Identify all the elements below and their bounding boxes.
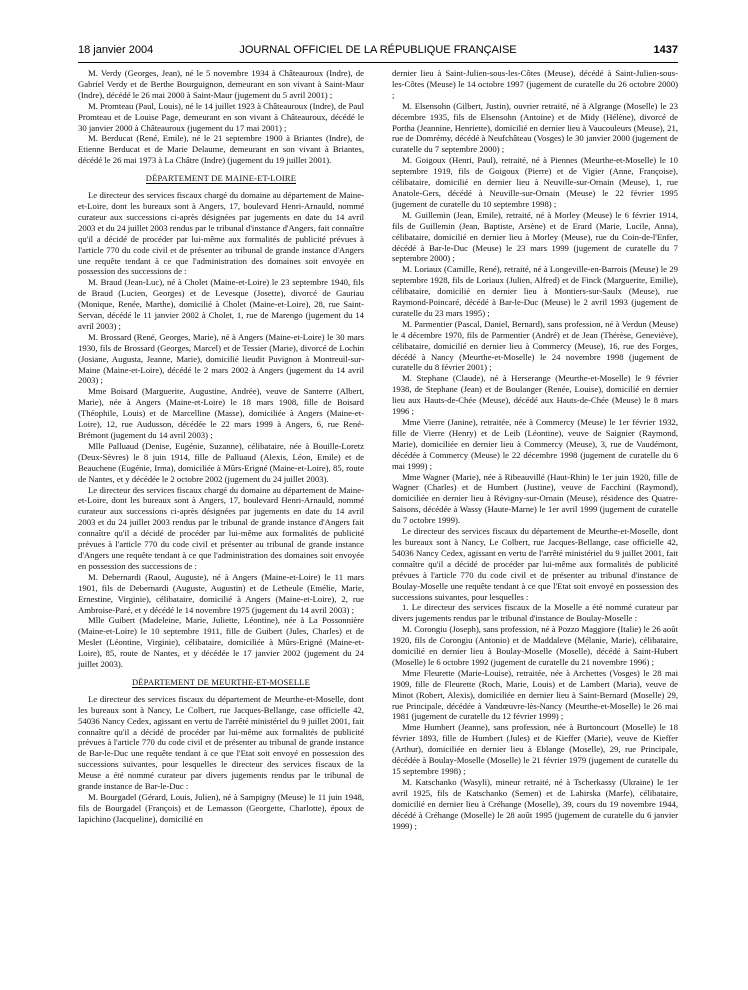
paragraph: M. Brossard (René, Georges, Marie), né à Angers (Maine-et-Loire) le 30 mars 1930, fils de Brossard (Georges, Marcel) et de Tessier (Marie), divorcé de Lochin (Josiane, Augusta, Jeanne, Marie), domicilié lieudit Puvignon à Montreuil-sur-Maine (Maine-et-Loire), décédé le 2 mars 2002 à Angers (jugement du 14 avril 2003) ; bbox=[78, 331, 364, 386]
paragraph: M. Loriaux (Camille, René), retraité, né à Longeville-en-Barrois (Meuse) le 29 septembre 1928, fils de Loriaux (Julien, Alfred) et de Finck (Marguerite, Emilie), célibataire, domicilié en dernier lieu à Montiers-sur-Saulx (Meuse), rue Raymond-Poincaré, décédé à Bar-le-Duc (Meuse) le 2 avril 1993 (jugement de curatelle du 23 mars 1995) ; bbox=[392, 264, 678, 318]
section-heading bbox=[78, 173, 364, 184]
page-header bbox=[78, 44, 678, 60]
section-heading-text: DÉPARTEMENT DE MAINE-ET-LOIRE bbox=[145, 173, 297, 184]
header-rule bbox=[78, 62, 678, 63]
paragraph: Le directeur des services fiscaux chargé du domaine au département de Maine-et-Loire, dont les bureaux sont à Angers, 17, boulevard Henri-Arnauld, nommé curateur aux successions ci-après désignées par jugements en date du 14 avril 2003 et du 24 juillet 2003 rendus par le tribunal d'instance d'Angers, fait connaître qu'il a décidé de procéder par lui-même aux formalités de publicité prévues à l'article 770 du code civil et de présenter au tribunal de grande instance d'Angers une requête tendant à ce que l'administration des domaines soit envoyée en possession des successions de : bbox=[78, 190, 364, 277]
paragraph: Le directeur des services fiscaux du département de Meurthe-et-Moselle, dont les bureaux sont à Nancy, Le Colbert, rue Jacques-Bellange, case officielle 42, 54036 Nancy Cedex, agissant en vertu de l'arrêté ministériel du 9 juillet 2001, fait connaître qu'il a décidé de procéder par lui-même aux formalités de publicité prévues à l'article 770 du code civil et de présenter au tribunal de grande instance de Bar-le-Duc une requête tendant à ce que l'Etat soit envoyé en possession des successions suivantes, pour lesquelles le directeur des services fiscaux de la Meuse a été nommé curateur par divers jugements rendus par le tribunal de grande instance de Bar-le-Duc : bbox=[78, 693, 364, 792]
page-number: 1437 bbox=[653, 44, 678, 56]
section-heading bbox=[78, 677, 364, 688]
paragraph: 1. Le directeur des services fiscaux de la Moselle a été nommé curateur par divers jugements rendus par le tribunal d'instance de Boulay-Moselle : bbox=[392, 602, 678, 624]
paragraph: Mme Vierre (Janine), retraitée, née à Commercy (Meuse) le 1er février 1932, fille de Vierre (Henry) et de Leib (Léontine), veuve de Saignier (Raymond, Marie), domiciliée en dernier lieu à Commercy (Meuse), 3, rue de Vaudémont, décédée à Commercy (Meuse) le 22 décembre 1998 (jugement de curatelle du 6 mai 1999) ; bbox=[392, 417, 678, 471]
paragraph: Mme Humbert (Jeanne), sans profession, née à Burtoncourt (Moselle) le 18 février 1893, fille de Humbert (Jules) et de Kieffer (Marie), veuve de Kieffer (Arthur), domiciliée en dernier lieu à Eblange (Moselle), 29, rue Principale, décédée à Boulay-Moselle (Moselle) le 21 février 1979 (jugement de curatelle du 15 septembre 1998) ; bbox=[392, 722, 678, 776]
section-heading-text: DÉPARTEMENT DE MEURTHE-ET-MOSELLE bbox=[131, 676, 311, 687]
paragraph: Mlle Guibert (Madeleine, Marie, Juliette, Léontine), née à La Possonnière (Maine-et-Loire) le 10 septembre 1911, fille de Guibert (Jules, Charles) et de Meslet (Léontine, Virginie), célibataire, domiciliée à Mûrs-Erigné (Maine-et-Loire), 85, route de Nantes, et y décédée le 17 janvier 2002 (jugement du 24 juillet 2003). bbox=[78, 615, 364, 670]
paragraph: M. Goigoux (Henri, Paul), retraité, né à Piennes (Meurthe-et-Moselle) le 10 septembre 1919, fils de Goigoux (Pierre) et de Vigier (Anne, Françoise), célibataire, domicilié en dernier lieu à Neuville-sur-Ornain (Meuse), 1, rue Anatole-Gers, décédé à Neuville-sur-Ornain (Meuse) le 22 février 1995 (jugement de curatelle du 10 septembre 1998) ; bbox=[392, 155, 678, 209]
header-title: JOURNAL OFFICIEL DE LA RÉPUBLIQUE FRANÇAISE bbox=[239, 44, 517, 56]
paragraph: dernier lieu à Saint-Julien-sous-les-Côtes (Meuse), décédé à Saint-Julien-sous-les-Côtes (Meuse) le 14 octobre 1997 (jugement de curatelle du 26 octobre 2000) ; bbox=[392, 68, 678, 100]
paragraph: M. Verdy (Georges, Jean), né le 5 novembre 1934 à Châteauroux (Indre), de Gabriel Verdy et de Berthe Bourguignon, demeurant en son vivant à Saint-Maur (Indre), décédé le 26 mai 2000 à Saint-Maur (jugement du 5 avril 2001) ; bbox=[78, 68, 364, 100]
paragraph: M. Stephane (Claude), né à Herserange (Meurthe-et-Moselle) le 9 février 1938, de Stephane (Jean) et de Boulanger (Renée, Louise), domicilié en dernier lieu aux Hauts-de-Chée (Meuse), décédé aux Hauts-de-Chée (Meuse) le 8 mars 1996 ; bbox=[392, 373, 678, 417]
paragraph: Le directeur des services fiscaux du département de Meurthe-et-Moselle, dont les bureaux sont à Nancy, Le Colbert, rue Jacques-Bellange, case officielle 42, 54036 Nancy Cedex, agissant en vertu de l'arrêté ministériel du 9 juillet 2001, fait connaître qu'il a décidé de procéder par lui-même aux formalités de publicité prévues à l'article 770 du code civil et de présenter au tribunal d'instance de Boulay-Moselle une requête tendant à ce que l'Etat soit envoyé en possession des successions suivantes, pour lesquelles : bbox=[392, 526, 678, 602]
right-column bbox=[392, 68, 678, 831]
paragraph: M. Berducat (René, Emile), né le 21 septembre 1900 à Briantes (Indre), de Etienne Berducat et de Marie Delaume, demeurant en son vivant à Briantes, décédé le 26 mai 1973 à La Châtre (Indre) (jugement du 19 juillet 2001). bbox=[78, 133, 364, 166]
paragraph: M. Braud (Jean-Luc), né à Cholet (Maine-et-Loire) le 23 septembre 1940, fils de Braud (Lucien, Georges) et de Levesque (Josette), divorcé de Gauriau (Monique, Renée, Marthe), domicilié à Cholet (Maine-et-Loire), 28, rue Saint-Servan, décédé le 11 janvier 2002 à Cholet, 1, rue de Marengo (jugement du 14 avril 2003) ; bbox=[78, 277, 364, 331]
paragraph: M. Guillemin (Jean, Emile), retraité, né à Morley (Meuse) le 6 février 1914, fils de Guillemin (Jean, Baptiste, Arsène) et de Erard (Marie, Lucile, Anna), célibataire, domicilié en dernier lieu à Morley (Meuse), rue du Coin-de-l'Enfer, décédé à Bar-le-Duc (Meuse) le 23 mars 1999 (jugement de curatelle du 7 septembre 2000) ; bbox=[392, 209, 678, 264]
paragraph: M. Debernardi (Raoul, Auguste), né à Angers (Maine-et-Loire) le 11 mars 1901, fils de Debernardi (Auguste, Augustin) et de Letheule (Emélie, Marie, Ernestine, Virginie), célibataire, domicilié à Angers (Maine-et-Loire), 2, rue Ambroise-Paré, et y décédé le 14 novembre 1975 (jugement du 14 avril 2003) ; bbox=[78, 571, 364, 615]
paragraph: Le directeur des services fiscaux chargé du domaine au département de Maine-et-Loire, dont les bureaux sont à Angers, 17, boulevard Henri-Arnauld, nommé curateur aux successions ci-après désignées par jugements en date du 14 avril 2003 et du 24 juillet 2003 rendus par le tribunal de grande instance d'Angers fait connaître qu'il a décidé de procéder par lui-même aux formalités de publicité prévues à l'article 770 du code civil et présenter au tribunal de grande instance d'Angers une requête tendant à ce que l'administration des domaines soit envoyée en possession des successions de : bbox=[78, 484, 364, 571]
header-date: 18 janvier 2004 bbox=[78, 44, 154, 56]
paragraph: M. Promteau (Paul, Louis), né le 14 juillet 1923 à Châteauroux (Indre), de Paul Promteau et de Louise Page, demeurant en son vivant à Châteauroux, décédé le 30 janvier 2000 à Châteauroux (jugement du 17 mai 2001) ; bbox=[78, 100, 364, 133]
paragraph: Mme Fleurette (Marie-Louise), retraitée, née à Archettes (Vosges) le 28 mai 1909, fille de Fleurette (Roch, Marie, Louis) et de Lambert (Maria), veuve de Minot (Robert, Alexis), domiciliée en dernier lieu à Saint-Bernard (Moselle) 29, rue Principale, décédée à Vandœuvre-lès-Nancy (Meurthe-et-Moselle) le 26 mai 1981 (jugement de curatelle du 12 février 1999) ; bbox=[392, 667, 678, 722]
paragraph: Mlle Palluaud (Denise, Eugénie, Suzanne), célibataire, née à Bouille-Loretz (Deux-Sèvres) le 8 juin 1914, fille de Palluaud (Alexis, Léon, Emile) et de Beauchene (Eugénie, Irma), domiciliée à Mûrs-Erigné (Maine-et-Loire), 85, route de Nantes, et y décédée le 2 octobre 2002 (jugement du 24 juillet 2003). bbox=[78, 440, 364, 484]
paragraph: Mme Wagner (Marie), née à Ribeauvillé (Haut-Rhin) le 1er juin 1920, fille de Wagner (Charles) et de Humbert (Justine), veuve de Facchini (Raymond), domiciliée en dernier lieu à Révigny-sur-Ornain (Meuse), résidence des Quatre-Saisons, décédée à Wassy (Haute-Marne) le 1er avril 1999 (jugement de curatelle du 7 octobre 1999). bbox=[392, 471, 678, 526]
left-column bbox=[78, 68, 364, 825]
paragraph: M. Katschanko (Wasyli), mineur retraité, né à Tscherkassy (Ukraine) le 1er avril 1925, fils de Katschanko (Semen) et de Lahirska (Marfe), célibataire, domicilié en dernier lieu à Créhange (Moselle), 39, cours du 19 novembre 1944, décédé à Créhange (Moselle) le 28 août 1995 (jugement de curatelle du 6 janvier 1999) ; bbox=[392, 776, 678, 831]
paragraph: M. Elsensohn (Gilbert, Justin), ouvrier retraité, né à Algrange (Moselle) le 23 décembre 1935, fils de Elsensohn (Antoine) et de Midy (Hélène), divorcé de Portha (Jeannine, Henriette), domicilié en dernier lieu à Vaucouleurs (Meuse), 21, rue de Domrémy, décédé à Neufchâteau (Vosges) le 30 janvier 2000 (jugement de curatelle du 7 septembre 2000) ; bbox=[392, 100, 678, 155]
paragraph: M. Corongiu (Joseph), sans profession, né à Pozzo Maggiore (Italie) le 26 août 1920, fils de Corongiu (Antonio) et de Maddaleve (Mélanie, Marie), célibataire, domicilié en dernier lieu à Boulay-Moselle (Moselle), décédé à Saint-Hubert (Moselle) le 6 octobre 1992 (jugement de curatelle du 21 novembre 1996) ; bbox=[392, 624, 678, 667]
paragraph: M. Bourgadel (Gérard, Louis, Julien), né à Sampigny (Meuse) le 11 juin 1948, fils de Bourgadel (François) et de Lemasson (Georgette, Charlotte), époux de Iapichino (Jacqueline), domicilié en bbox=[78, 792, 364, 824]
paragraph: Mme Boisard (Marguerite, Augustine, Andrée), veuve de Santerre (Albert, Marie), née à Angers (Maine-et-Loire) le 18 mars 1908, fille de Boisard (Théophile, Louis) et de Marcelline (Masse), domiciliée à Angers (Maine-et-Loire), 12, rue Audusson, décédée le 22 mars 1999 à Angers, 6, rue René-Brémont (jugement du 14 avril 2003) ; bbox=[78, 386, 364, 440]
paragraph: M. Parmentier (Pascal, Daniel, Bernard), sans profession, né à Verdun (Meuse) le 4 décembre 1970, fils de Parmentier (André) et de Jean (Thérèse, Geneviève), célibataire, domicilié en dernier lieu à Commercy (Meuse), 16, rue des Forges, décédé à Nancy (Meurthe-et-Moselle) le 24 novembre 1998 (jugement de curatelle du 8 février 2001) ; bbox=[392, 318, 678, 373]
